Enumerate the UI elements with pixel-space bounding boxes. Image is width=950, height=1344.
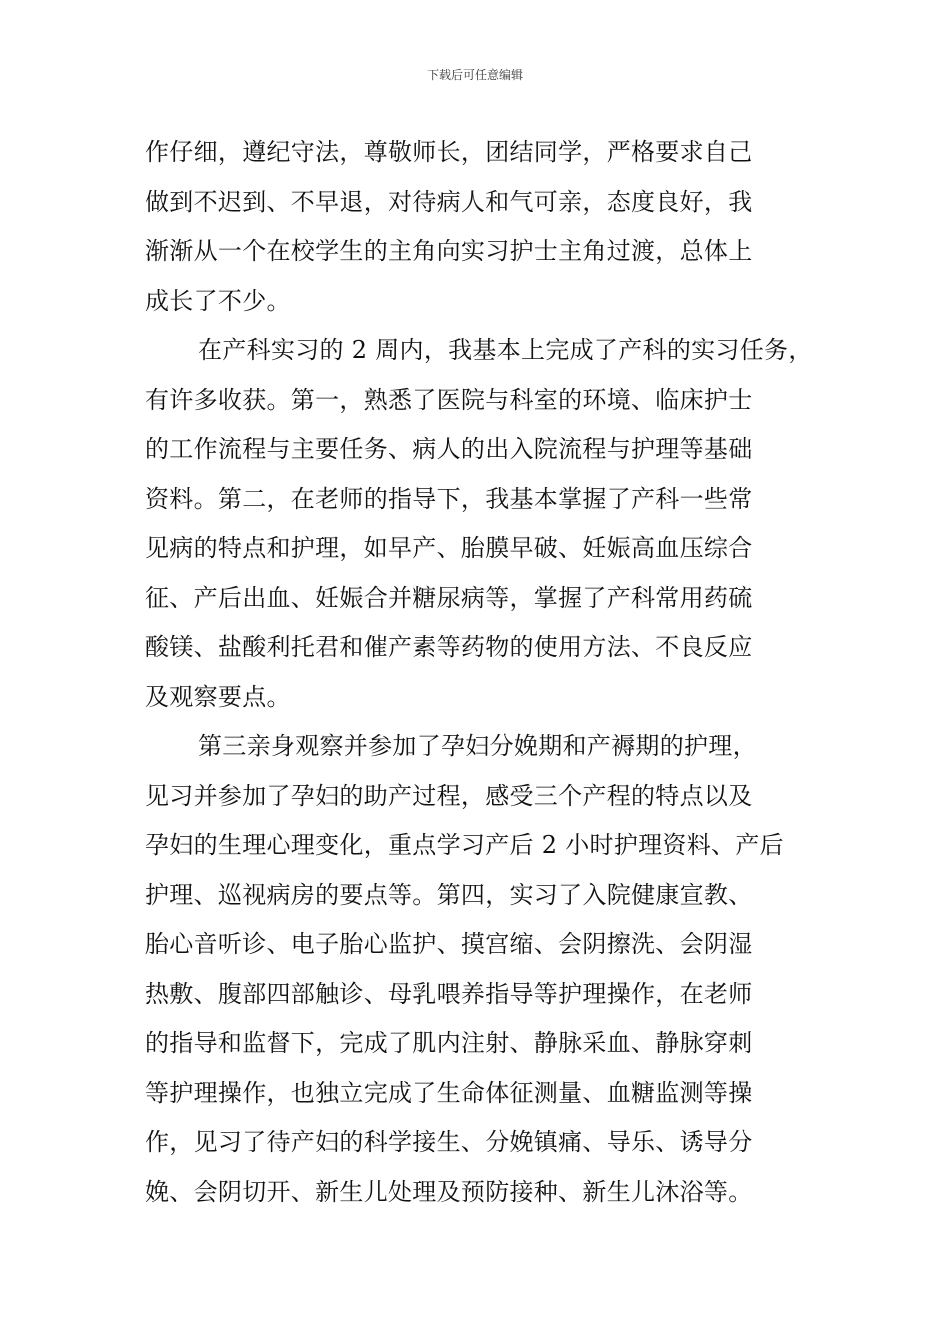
text-line: 及观察要点。	[145, 682, 291, 711]
text-line: 渐渐从一个在校学生的主角向实习护士主角过渡，总体上	[145, 237, 753, 265]
text-line: 孕妇的生理心理变化，重点学习产后 2 小时护理资料、产后	[145, 831, 784, 859]
text-line: 见病的特点和护理，如早产、胎膜早破、妊娠高血压综合	[145, 534, 753, 562]
text-line: 资料。第二，在老师的指导下，我基本掌握了产科一些常	[145, 484, 753, 513]
text-line: 作，见习了待产妇的科学接生、分娩镇痛、导乐、诱导分	[145, 1128, 753, 1156]
text-line: 的工作流程与主要任务、病人的出入院流程与护理等基础	[145, 435, 753, 463]
text-line: 见习并参加了孕妇的助产过程，感受三个产程的特点以及	[145, 781, 753, 810]
text-line: 成长了不少。	[145, 286, 291, 315]
text-line: 护理、巡视病房的要点等。第四，实习了入院健康宣教、	[145, 880, 753, 909]
text-line: 热敷、腹部四部触诊、母乳喂养指导等护理操作，在老师	[145, 979, 753, 1008]
text-line: 做到不迟到、不早退，对待病人和气可亲，态度良好，我	[145, 187, 753, 216]
text-line: 征、产后出血、妊娠合并糖尿病等，掌握了产科常用药硫	[145, 583, 753, 612]
text-line: 胎心音听诊、电子胎心监护、摸宫缩、会阴擦洗、会阴湿	[145, 930, 753, 958]
text-line: 娩、会阴切开、新生儿处理及预防接种、新生儿沐浴等。	[145, 1177, 753, 1206]
text-line: 等护理操作，也独立完成了生命体征测量、血糖监测等操	[145, 1078, 753, 1107]
text-line: 的指导和监督下，完成了肌内注射、静脉采血、静脉穿刺	[145, 1029, 753, 1057]
paragraph-first-line: 在产科实习的 2 周内，我基本上完成了产科的实习任务，	[198, 336, 813, 364]
text-line: 酸镁、盐酸利托君和催产素等药物的使用方法、不良反应	[145, 633, 753, 661]
text-line: 有许多收获。第一，熟悉了医院与科室的环境、临床护士	[145, 385, 753, 414]
page-header-note: 下载后可任意编辑	[426, 68, 523, 82]
text-line: 作仔细，遵纪守法，尊敬师长，团结同学，严格要求自己	[145, 138, 753, 166]
document-body	[145, 128, 813, 1217]
paragraph-first-line: 第三亲身观察并参加了孕妇分娩期和产褥期的护理，	[198, 732, 757, 760]
